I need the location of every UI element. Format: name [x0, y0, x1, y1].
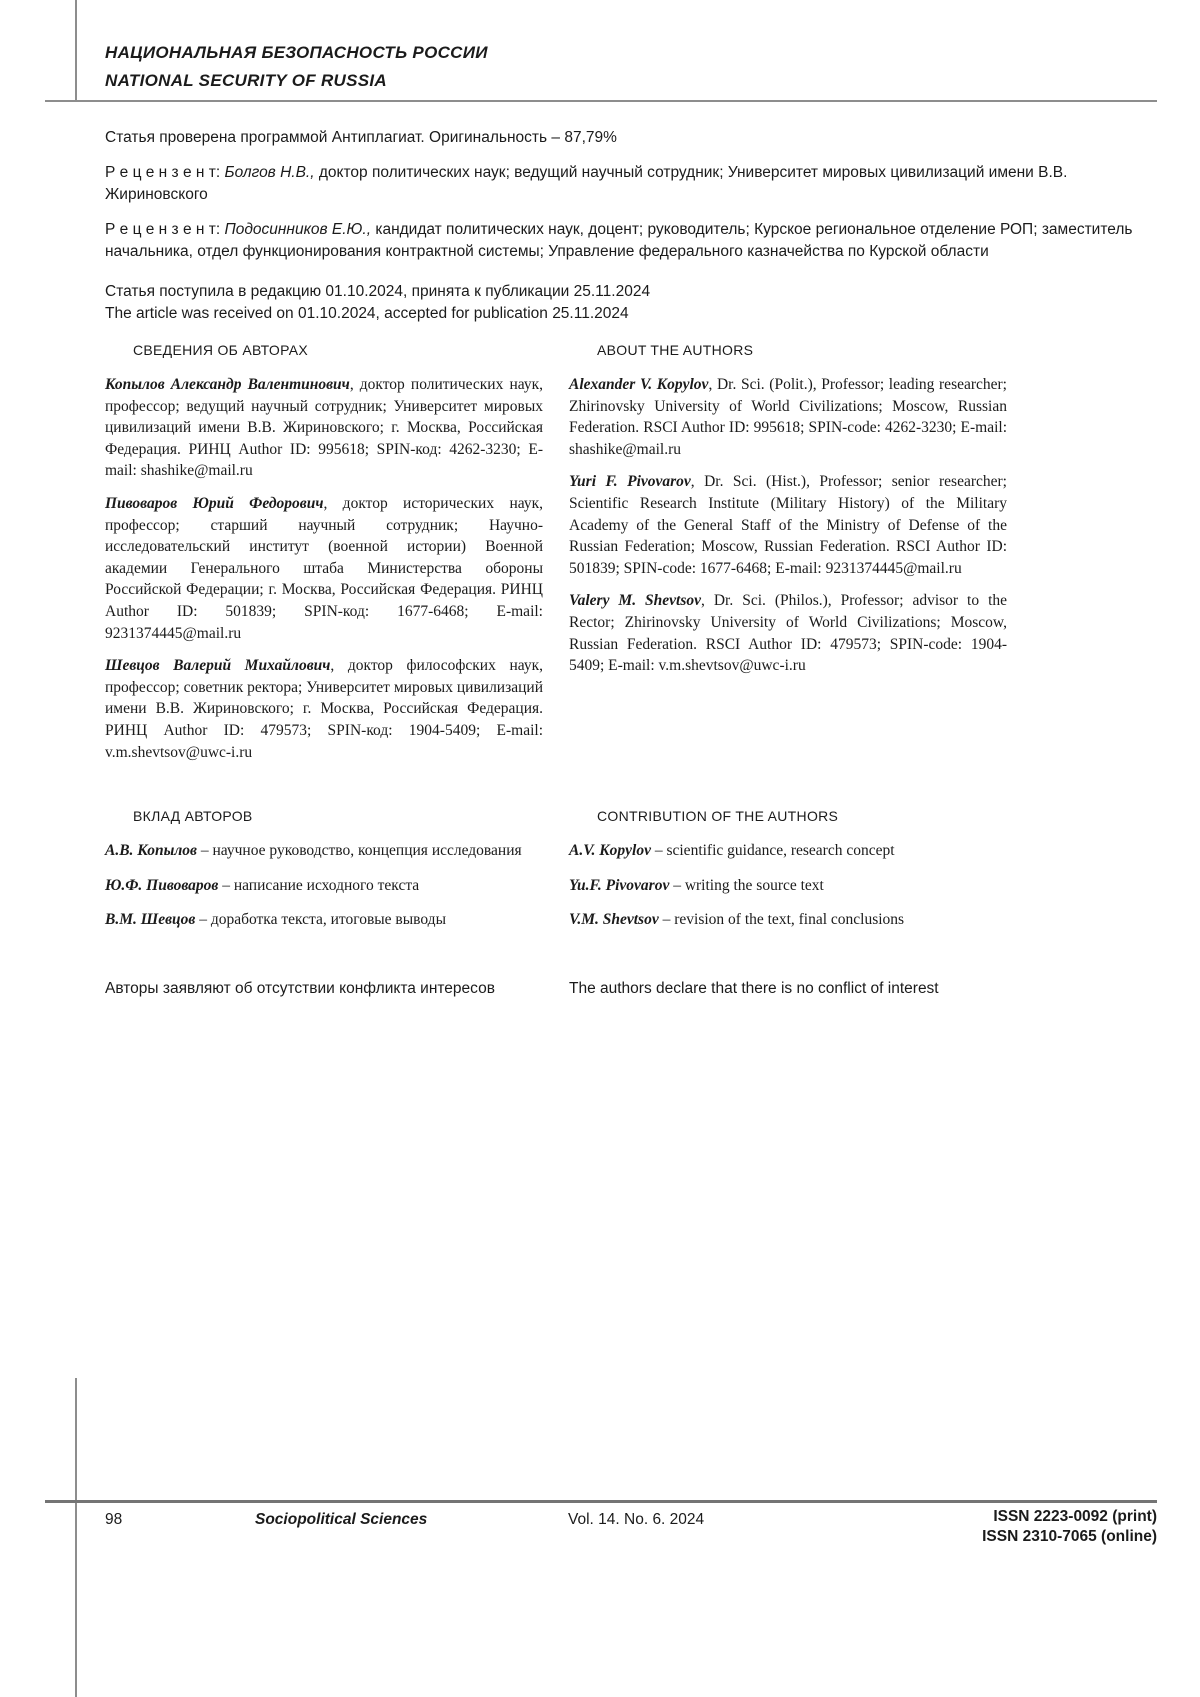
authors-en-block — [569, 342, 1007, 688]
contribution-role: – доработка текста, итоговые выводы — [195, 911, 446, 929]
conflict-statement-en: The authors declare that there is no conflict of interest — [569, 979, 939, 997]
page-number: 98 — [105, 1511, 123, 1528]
author-name: Yuri F. Pivovarov — [569, 473, 691, 491]
received-date-ru: Статья поступила в редакцию 01.10.2024, принята к публикации 25.11.2024 — [105, 282, 651, 300]
article-meta — [105, 127, 1157, 326]
volume-issue: Vol. 14. No. 6. 2024 — [568, 1511, 705, 1528]
contributor-name: A.V. Kopylov — [569, 842, 651, 860]
contribution-role: – revision of the text, final conclusions — [658, 911, 905, 929]
running-head — [105, 44, 488, 100]
author-details: , Dr. Sci. (Polit.), Professor; leading researcher; Zhirinovsky University of World Civilizations; Moscow, Russian Federation. RSCI Author ID: 995618; SPIN-code: 4262-3230; E-mail: shashike@mail.ru — [569, 376, 1007, 458]
author-name: Копылов Александр Валентинович — [105, 376, 350, 393]
author-entry-ru-1 — [105, 374, 543, 482]
contributor-name: В.М. Шевцов — [105, 911, 196, 929]
contribution-role: – scientific guidance, research concept — [650, 842, 895, 860]
contribution-ru-block — [105, 808, 543, 944]
authors-ru-block — [105, 342, 543, 774]
author-name: Alexander V. Kopylov — [569, 376, 709, 393]
section-title-en: NATIONAL SECURITY OF RUSSIA — [105, 71, 388, 90]
conflict-statement-ru: Авторы заявляют об отсутствии конфликта интересов — [105, 979, 495, 997]
contributor-name: Yu.F. Pivovarov — [569, 876, 670, 894]
author-entry-ru-2 — [105, 493, 543, 644]
reviewer-label: Р е ц е н з е н т: — [105, 220, 221, 238]
author-entry-en-3 — [569, 590, 1007, 676]
contribution-entry-en-1 — [569, 840, 1007, 862]
reviewer-credentials: кандидат политических наук, доцент; руководитель; Курское региональное отделение РОП; заместитель начальника, отдел функционирования контрактной системы; Управление федерального казначейства по Курской области — [105, 220, 1133, 260]
received-dates — [105, 281, 1157, 326]
contributor-name: V.M. Shevtsov — [569, 911, 659, 929]
reviewer-name: Болгов Н.В., — [224, 163, 315, 181]
author-details: , доктор философских наук, профессор; советник ректора; Университет мировых цивилизаций имени В.В. Жириновского; г. Москва, Российская Федерация. РИНЦ Author ID: 479573; SPIN-код: 1904-5409; E-mail: v.m.shevtsov@uwc-i.ru — [105, 657, 543, 761]
heading-authors-ru: СВЕДЕНИЯ ОБ АВТОРАХ — [133, 342, 309, 358]
header-divider — [45, 100, 1157, 102]
contribution-entry-en-2 — [569, 875, 1007, 897]
contribution-role: – написание исходного текста — [218, 876, 420, 894]
contribution-role: – научное руководство, концепция исследования — [196, 842, 522, 860]
author-details: , Dr. Sci. (Philos.), Professor; advisor to the Rector; Zhirinovsky University of World Civilizations; Moscow, Russian Federation. RSCI Author ID: 479573; SPIN-code: 1904-5409; E-mail: v.m.shevtsov@uwc-i.ru — [569, 592, 1008, 675]
contribution-entry-ru-2 — [105, 875, 543, 897]
journal-name: Sociopolitical Sciences — [255, 1511, 428, 1528]
authors-columns — [105, 342, 1007, 999]
author-details: , доктор политических наук, профессор; ведущий научный сотрудник; Университет мировых цивилизаций имени В.В. Жириновского; г. Москва, Российская Федерация. РИНЦ Author ID: 995618; SPIN-код: 4262-3230; E-mail: shashike@mail.ru — [105, 376, 543, 480]
reviewer-name: Подосинников Е.Ю., — [224, 220, 372, 238]
reviewer-entry-2 — [105, 219, 1157, 264]
author-name: Valery M. Shevtsov — [569, 592, 702, 610]
author-entry-en-1 — [569, 374, 1007, 460]
issn-print: ISSN 2223-0092 (print) — [993, 1508, 1157, 1525]
issn-block — [982, 1507, 1157, 1547]
heading-authors-en: ABOUT THE AUTHORS — [597, 342, 754, 358]
author-details: , доктор исторических наук, профессор; старший научный сотрудник; Научно-исследовательский институт (военной истории) Военной академии Генерального штаба Министерства обороны Российской Федерации; г. Москва, Российская Федерация. РИНЦ Author ID: 501839; SPIN-код: 1677-6468; E-mail: 9231374445@mail.ru — [105, 494, 543, 642]
left-margin-rule-top — [75, 0, 77, 101]
author-name: Пивоваров Юрий Федорович — [105, 494, 324, 512]
heading-contribution-ru: ВКЛАД АВТОРОВ — [133, 808, 253, 825]
contributor-name: А.В. Копылов — [105, 842, 197, 860]
reviewer-entry-1 — [105, 162, 1157, 207]
section-title-ru: НАЦИОНАЛЬНАЯ БЕЗОПАСНОСТЬ РОССИИ — [105, 43, 488, 62]
received-date-en: The article was received on 01.10.2024, accepted for publication 25.11.2024 — [105, 305, 629, 322]
contributor-name: Ю.Ф. Пивоваров — [105, 876, 219, 894]
author-details: , Dr. Sci. (Hist.), Professor; senior researcher; Scientific Research Institute (Military History) of the Military Academy of the General Staff of the Ministry of Defense of the Russian Federation; Moscow, Russian Federation. RSCI Author ID: 501839; SPIN-code: 1677-6468; E-mail: 9231374445@mail.ru — [569, 473, 1007, 577]
author-entry-ru-3 — [105, 655, 543, 763]
author-entry-en-2 — [569, 471, 1007, 579]
contribution-role: – writing the source text — [669, 876, 824, 894]
contribution-en-block — [569, 808, 1007, 944]
issn-online: ISSN 2310-7065 (online) — [982, 1528, 1157, 1545]
footer-divider — [45, 1500, 1157, 1503]
contribution-entry-ru-1 — [105, 840, 543, 862]
reviewer-label: Р е ц е н з е н т: — [105, 163, 221, 181]
reviewer-credentials: доктор политических наук; ведущий научный сотрудник; Университет мировых цивилизаций имени В.В. Жириновского — [105, 163, 1068, 203]
heading-contribution-en: CONTRIBUTION OF THE AUTHORS — [597, 808, 839, 825]
left-margin-rule-bottom — [75, 1378, 77, 1697]
author-name: Шевцов Валерий Михайлович — [105, 657, 331, 675]
contribution-entry-en-3 — [569, 909, 1007, 931]
antiplagiarism-note: Статья проверена программой Антиплагиат. Оригинальность – 87,79% — [105, 129, 617, 146]
contribution-entry-ru-3 — [105, 909, 543, 931]
